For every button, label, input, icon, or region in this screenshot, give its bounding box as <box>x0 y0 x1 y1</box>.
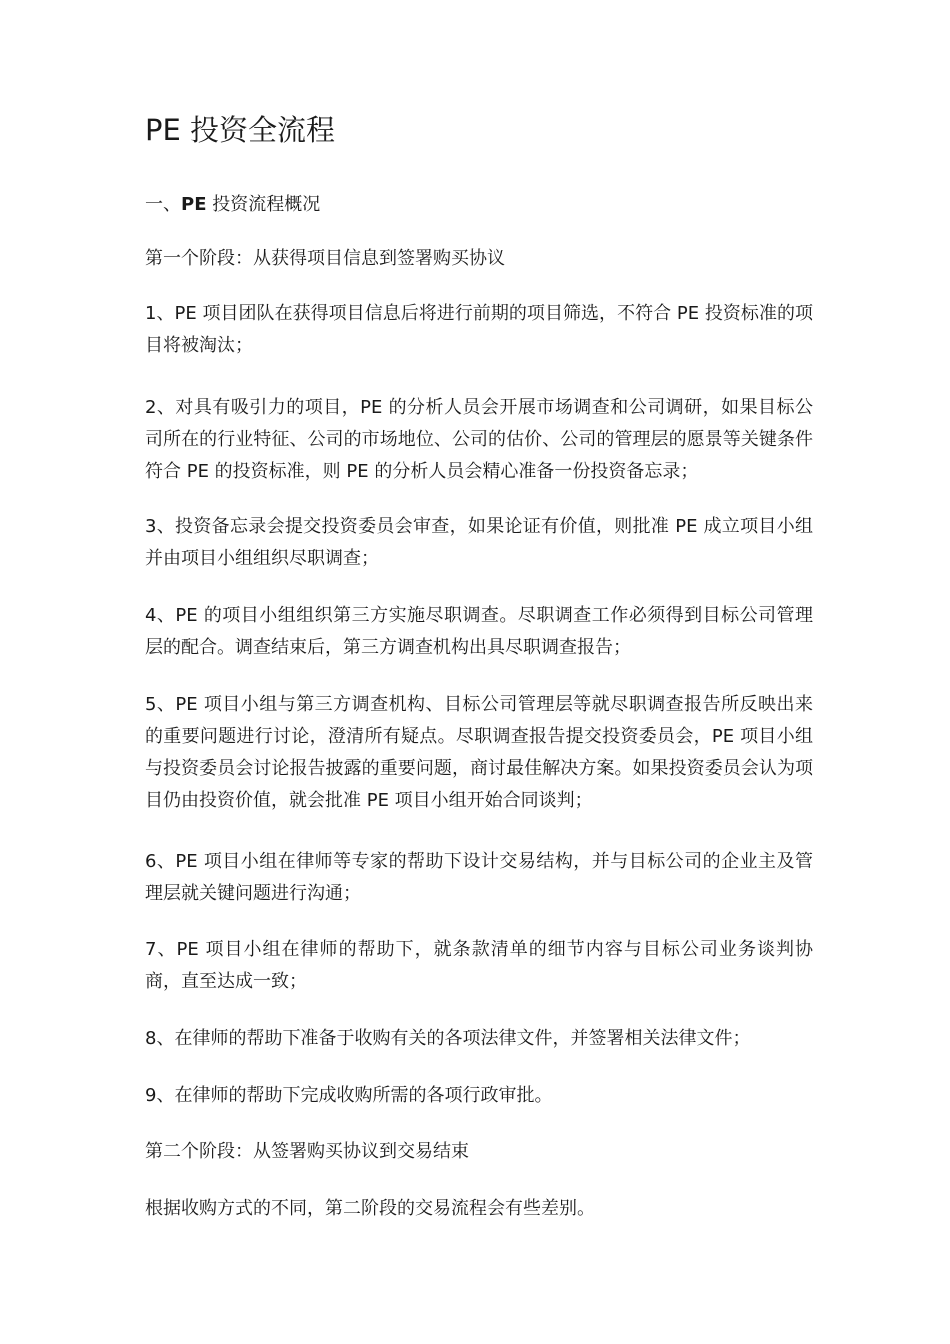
section-heading-suffix: 投资流程概况 <box>206 194 321 215</box>
stage1-heading: 第一个阶段：从获得项目信息到签署购买协议 <box>145 248 505 269</box>
step-9-paragraph: 9、在律师的帮助下完成收购所需的各项行政审批。 <box>145 1085 553 1106</box>
step-3-paragraph: 3、投资备忘录会提交投资委员会审查，如果论证有价值，则批准 PE 成立项目小组并由项目小组组织尽职调查； <box>145 516 813 569</box>
section-heading-bold: PE <box>181 194 207 215</box>
section-heading <box>145 189 813 221</box>
step-5-paragraph: 5、PE 项目小组与第三方调查机构、目标公司管理层等就尽职调查报告所反映出来的重要问题进行讨论，澄清所有疑点。尽职调查报告提交投资委员会，PE 项目小组与投资委员会讨论报告披露的重要问题，商讨最佳解决方案。如果投资委员会认为项目仍由投资价值，就会批准 PE 项目小组开始合同谈判； <box>145 694 813 811</box>
step-1-paragraph: 1、PE 项目团队在获得项目信息后将进行前期的项目筛选，不符合 PE 投资标准的项目将被淘汰； <box>145 303 813 356</box>
section-heading-prefix: 一、 <box>145 194 181 215</box>
document-title: PE 投资全流程 <box>145 113 336 147</box>
step-2-paragraph: 2、对具有吸引力的项目，PE 的分析人员会开展市场调查和公司调研，如果目标公司所在的行业特征、公司的市场地位、公司的估价、公司的管理层的愿景等关键条件符合 PE 的投资标准，则 PE 的分析人员会精心准备一份投资备忘录； <box>145 397 813 482</box>
closing-paragraph: 根据收购方式的不同，第二阶段的交易流程会有些差别。 <box>145 1198 595 1219</box>
step-6-paragraph: 6、PE 项目小组在律师等专家的帮助下设计交易结构，并与目标公司的企业主及管理层就关键问题进行沟通； <box>145 851 813 904</box>
stage2-heading: 第二个阶段：从签署购买协议到交易结束 <box>145 1141 469 1162</box>
step-8-paragraph: 8、在律师的帮助下准备于收购有关的各项法律文件，并签署相关法律文件； <box>145 1028 751 1049</box>
step-7-paragraph: 7、PE 项目小组在律师的帮助下，就条款清单的细节内容与目标公司业务谈判协商，直至达成一致； <box>145 939 813 992</box>
step-4-paragraph: 4、PE 的项目小组组织第三方实施尽职调查。尽职调查工作必须得到目标公司管理层的配合。调查结束后，第三方调查机构出具尽职调查报告； <box>145 605 813 658</box>
